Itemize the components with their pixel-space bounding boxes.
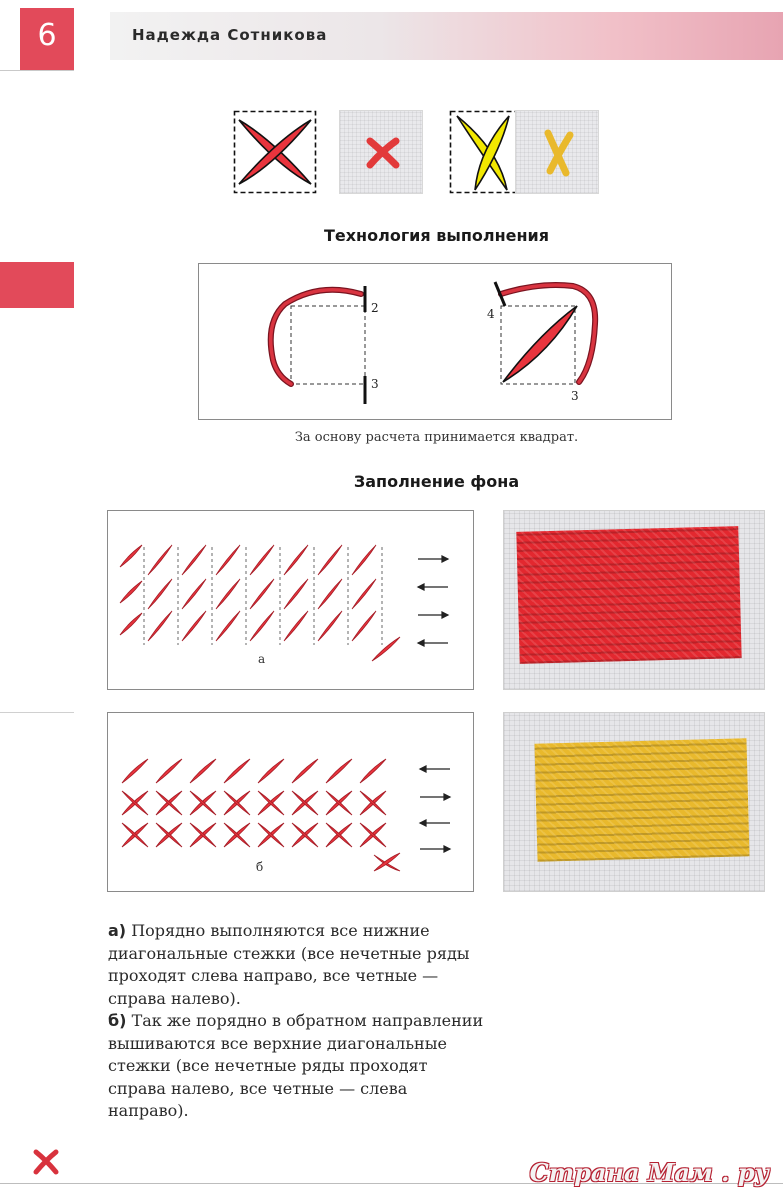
author-name: Надежда Сотникова — [132, 26, 328, 44]
label-3-left: 3 — [371, 377, 379, 391]
section-title-background-fill: Заполнение фона — [353, 472, 520, 491]
yellow-cross-sample-icon — [516, 111, 600, 195]
description-text — [108, 920, 488, 1123]
fill-diagram-b-svg — [108, 713, 473, 891]
section-title-technology: Технология выполнения — [323, 226, 550, 245]
red-cross-sample-icon — [340, 111, 424, 195]
technology-diagram-svg — [199, 264, 671, 419]
label-4: 4 — [487, 307, 495, 321]
header-band — [110, 12, 783, 60]
label-b: б — [256, 860, 264, 874]
technology-diagram — [198, 263, 672, 420]
fill-diagram-a — [107, 510, 474, 690]
description-a — [108, 920, 488, 1010]
description-b-text: Так же порядно в обратном направлении вышиваются все верхние диагональные стежки (все нечетные ряды проходят справа налево, все четные — слева направо). — [108, 1011, 484, 1120]
red-fill-photo — [503, 510, 765, 690]
description-a-text: Порядно выполняются все нижние диагональные стежки (все нечетные ряды проходят слева направо, все четные — справа налево). — [108, 921, 470, 1008]
description-b — [108, 1010, 488, 1123]
page-number: 6 — [37, 18, 57, 53]
watermark: Страна Мам . ру — [529, 1158, 769, 1187]
yellow-cross-sample — [515, 110, 599, 194]
technology-caption: За основу расчета принимается квадрат. — [294, 430, 579, 445]
red-fill-patch — [516, 526, 741, 664]
description-b-marker: б) — [108, 1011, 127, 1030]
description-a-marker: а) — [108, 921, 127, 940]
label-3-right: 3 — [571, 389, 579, 403]
yellow-fill-patch — [534, 738, 749, 862]
cross-stitch-icon — [32, 1148, 60, 1176]
label-2: 2 — [371, 301, 379, 315]
yellow-fill-photo — [503, 712, 765, 892]
fill-diagram-b — [107, 712, 474, 892]
page-number-box — [20, 8, 74, 70]
red-cross-diagram-icon — [233, 110, 317, 194]
left-rule — [0, 70, 74, 71]
side-rule — [0, 712, 74, 713]
red-cross-sample — [339, 110, 423, 194]
side-tab — [0, 262, 74, 308]
fill-diagram-a-svg — [108, 511, 473, 689]
label-a: а — [258, 652, 266, 666]
